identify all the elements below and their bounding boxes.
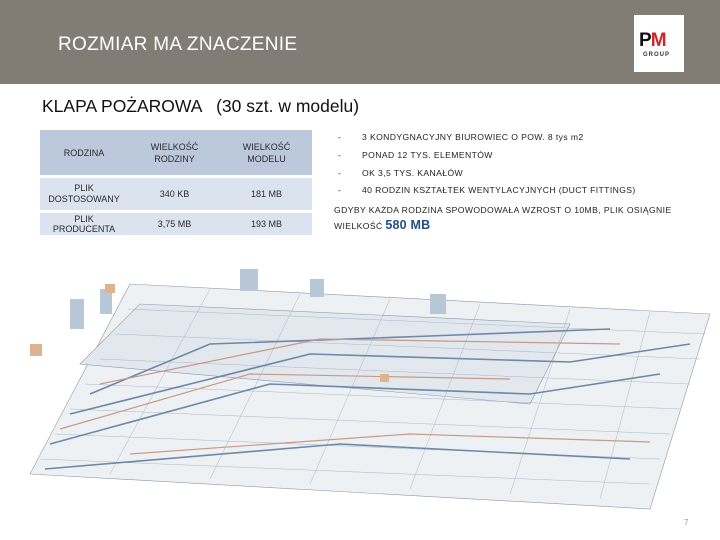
size-highlight: 580 MB — [385, 218, 431, 232]
building-model-image — [10, 244, 710, 514]
table-header-row — [40, 130, 312, 177]
table-cell: 193 MB — [221, 212, 312, 237]
list-item: - 40 RODZIN KSZTAŁTEK WENTYLACYJNYCH (DUCT FITTINGS) — [338, 185, 636, 195]
company-logo — [634, 15, 684, 72]
column-header: WIELKOŚĆ MODELU — [221, 130, 312, 177]
table-cell: PLIK DOSTOSOWANY — [40, 177, 128, 212]
page-number: 7 — [684, 518, 689, 527]
slide-subtitle: KLAPA POŻAROWA (30 szt. w modelu) — [42, 96, 360, 116]
list-item: - PONAD 12 TYS. ELEMENTÓW — [338, 150, 493, 160]
header-bar — [0, 0, 720, 84]
column-header: RODZINA — [40, 130, 128, 177]
table-cell: 3,75 MB — [128, 212, 221, 237]
table-cell: 181 MB — [221, 177, 312, 212]
list-item: - 3 KONDYGNACYJNY BIUROWIEC O POW. 8 tys m2 — [338, 132, 584, 142]
size-comparison-table — [40, 130, 312, 238]
page-title: ROZMIAR MA ZNACZENIE — [58, 34, 298, 55]
column-header: WIELKOŚĆ RODZINY — [128, 130, 221, 177]
logo-subtext: GROUP — [643, 52, 671, 58]
table-cell: 340 KB — [128, 177, 221, 212]
table-row — [40, 212, 312, 237]
table-cell: PLIK PRODUCENTA — [40, 212, 128, 237]
note-text: GDYBY KAŻDA RODZINA SPOWODOWAŁA WZROST O 10MB, PLIK OSIĄGNIE WIELKOŚĆ — [334, 205, 672, 231]
list-item: - OK 3,5 TYS. KANAŁÓW — [338, 168, 464, 178]
logo-mark: PM — [639, 30, 666, 51]
table-row — [40, 177, 312, 212]
projection-note — [334, 203, 684, 234]
